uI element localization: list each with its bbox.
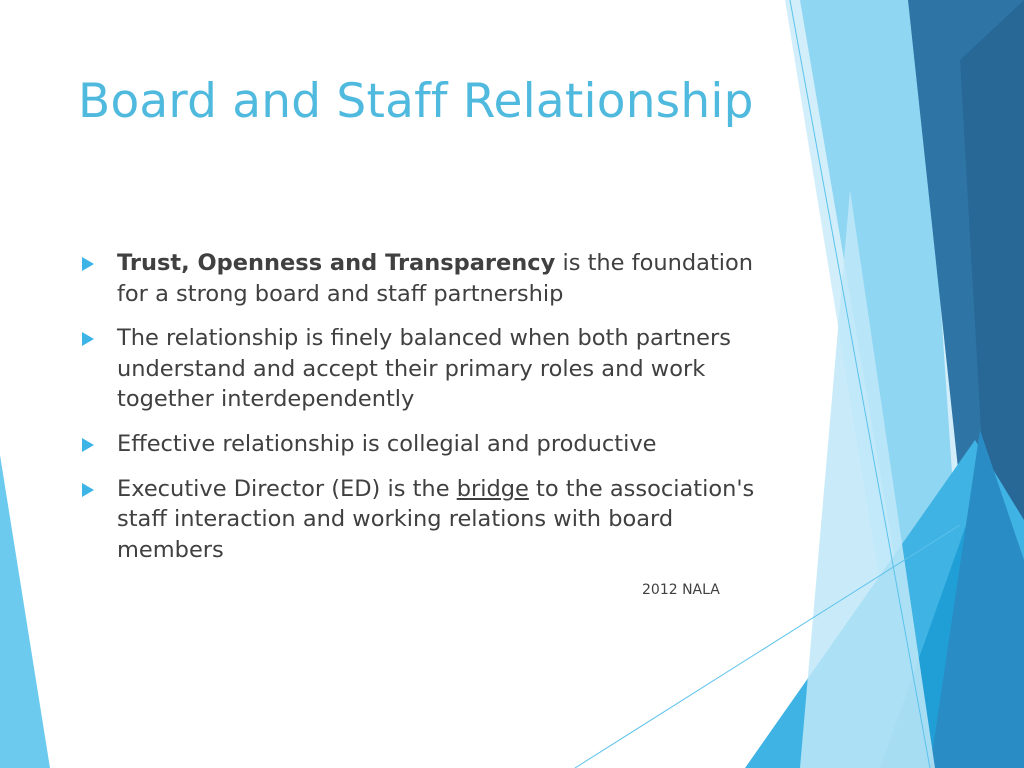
bullet-item [78, 323, 778, 415]
bullet-arrow-icon [82, 332, 94, 346]
bullet-text-post: to the association's staff interaction and working relations with board members [117, 475, 755, 563]
bullet-item [78, 429, 778, 460]
source-citation: 2012 NALA [642, 582, 720, 598]
bullet-item [78, 474, 778, 566]
bullet-bold-text: Trust, Openness and Transparency [117, 250, 556, 276]
bullet-text: Effective relationship is collegial and productive [117, 430, 657, 457]
bullet-text-pre: Executive Director (ED) is the [117, 475, 457, 502]
bullet-item [78, 248, 778, 309]
bullet-arrow-icon [82, 438, 94, 452]
slide-title: Board and Staff Relationship [78, 74, 754, 129]
bullet-arrow-icon [82, 483, 94, 497]
left-accent-shape [0, 455, 50, 768]
bullet-text: is the foundation for a strong board and staff partnership [117, 250, 754, 307]
bullet-arrow-icon [82, 257, 94, 271]
bullet-text: The relationship is finely balanced when both partners understand and accept their primary roles and work together interdependently [117, 325, 731, 413]
bridge-underlined-text: bridge [456, 475, 529, 502]
bullet-list [78, 248, 778, 579]
